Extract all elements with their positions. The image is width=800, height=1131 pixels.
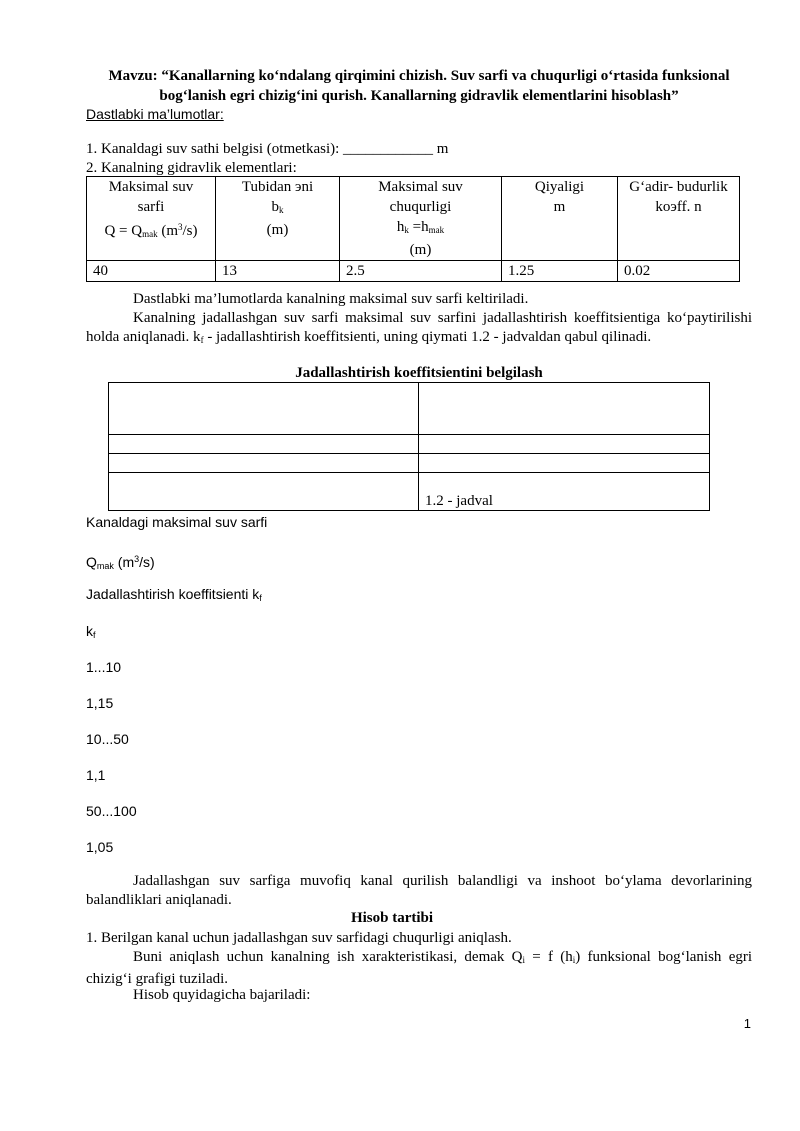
cell-max-flow: 40 [87, 261, 216, 282]
page-number: 1 [743, 1016, 751, 1031]
range-value: 10...50 [86, 731, 129, 747]
paragraph-calculation: Hisob quyidagicha bajariladi: [133, 987, 311, 1003]
paragraph-coefficient: Kanalning jadallashgan suv sarfi maksimal suv sarfini jadallashtirish koeffitsientiga ko‘paytirilishi holda aniqlanadi. $k_f$ - jadallashtirish koeffitsienti, uning qiymati 1.2 - jadvaldan qabul qilinadi. [86, 310, 752, 345]
header-unit: (m) [409, 242, 432, 258]
coefficient-value: 1,05 [86, 839, 114, 855]
cell-bottom-width: 13 [216, 261, 340, 282]
table-row [109, 454, 710, 473]
coefficient-value: 1,15 [86, 695, 114, 711]
header-text: Maksimal suv [108, 179, 194, 195]
header-text: Tubidan эni [241, 179, 314, 195]
kf-label: Jadallashtirish koeffitsienti $k_f$ [86, 586, 262, 603]
header-text: m [553, 199, 566, 215]
max-flow-unit: $Q_{mak}$ $(m^3/s)$ [86, 554, 155, 571]
header-formula: $Q = Q_{mak}$ $(m^3/s)$ [104, 222, 198, 239]
cell-roughness: 0.02 [618, 261, 740, 282]
document-title: Mavzu: “Kanallarning ko‘ndalang qirqimini chizish. Suv sarfi va chuqurligi o‘rtasida funksional bog‘lanish egri chizig‘ini qurish. Kanallarning gidravlik elementlarini hisoblash” [108, 68, 730, 104]
hydraulic-elements-table [86, 176, 740, 282]
table2-title: Jadallashtirish koeffitsientini belgilash [295, 365, 543, 381]
kf-symbol: $k_f$ [86, 623, 96, 640]
table-row [109, 435, 710, 454]
range-value: 1...10 [86, 659, 122, 675]
cell-max-depth: 2.5 [340, 261, 502, 282]
table-row [109, 473, 710, 511]
range-value: 50...100 [86, 803, 137, 819]
paragraph-construction: Jadallashgan suv sarfiga muvofiq kanal qurilish balandligi va inshoot bo‘ylama devorlarining balandliklari aniqlanadi. [86, 873, 752, 908]
header-formula: $b_k$ [271, 199, 284, 215]
max-flow-label: Kanaldagi maksimal suv sarfi [86, 514, 268, 530]
step-one: 1. Berilgan kanal uchun jadallashgan suv sarfidagi chuqurligi aniqlash. [86, 930, 512, 946]
header-text: sarfi [137, 199, 165, 215]
paragraph-characteristic: Buni aniqlash uchun kanalning ish xarakteristikasi, demak $Q_i = f$ $(h_i)$ funksional bog‘lanish egri chizig‘i grafigi tuziladi. [86, 949, 753, 987]
header-unit: (m) [266, 222, 289, 238]
header-max-depth [340, 177, 502, 261]
section-heading: Hisob tartibi [350, 910, 434, 926]
header-text: Maksimal suv [378, 179, 463, 195]
header-text: koэff. n [655, 199, 702, 215]
header-text: G‘adir- budurlik [629, 179, 728, 195]
header-roughness [618, 177, 740, 261]
coefficient-value: 1,1 [86, 767, 106, 783]
header-slope [502, 177, 618, 261]
cell-slope: 1.25 [502, 261, 618, 282]
item-water-level: 1. Kanaldagi suv sathi belgisi (otmetkasi): ____________ m [86, 141, 449, 157]
header-max-flow [87, 177, 216, 261]
item-hydraulic-elements: 2. Kanalning gidravlik elementlari: [86, 160, 297, 176]
paragraph-intro: Dastlabki ma’lumotlarda kanalning maksimal suv sarfi keltiriladi. [133, 291, 529, 307]
header-text: Qiyaligi [534, 179, 585, 195]
header-text: chuqurligi [389, 199, 452, 215]
section-subtitle: Dastlabki ma’lumotlar: [86, 106, 224, 122]
table-row [109, 383, 710, 435]
coefficient-table [108, 382, 710, 511]
table-header-row [87, 177, 740, 261]
header-formula: $h_k =h_{mak}$ [396, 219, 445, 235]
table2-caption: 1.2 - jadval [419, 473, 710, 511]
header-bottom-width [216, 177, 340, 261]
table-row [87, 261, 740, 282]
